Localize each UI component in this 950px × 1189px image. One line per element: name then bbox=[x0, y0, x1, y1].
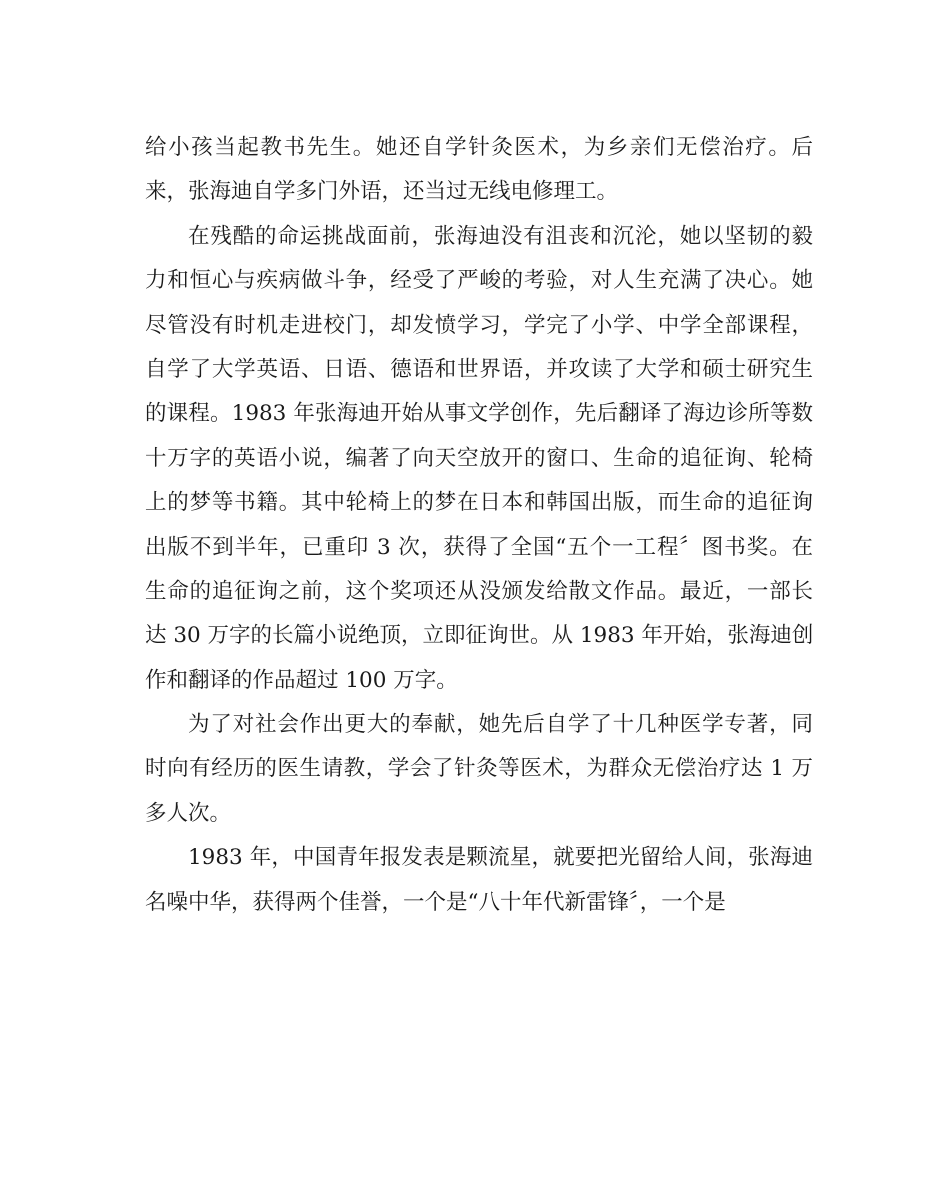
text-line: 尽管没有时机走进校门，却发愤学习，学完了小学、中学全部课程， bbox=[145, 312, 813, 338]
text-line: 时向有经历的医生请教，学会了针灸等医术，为群众无偿治疗达 1 万 bbox=[145, 756, 813, 782]
text-line: 多人次。 bbox=[145, 800, 232, 826]
text-line: 来，张海迪自学多门外语，还当过无线电修理工。 bbox=[145, 179, 619, 205]
text-line: 生命的追征询之前，这个奖项还从没颁发给散文作品。最近，一部长 bbox=[145, 578, 813, 604]
paragraph-start-line: 在残酷的命运挑战面前，张海迪没有沮丧和沉沦，她以坚韧的毅 bbox=[188, 223, 813, 249]
text-line: 给小孩当起教书先生。她还自学针灸医术，为乡亲们无偿治疗。后 bbox=[145, 135, 813, 160]
text-line: 十万字的英语小说，编著了向天空放开的窗口、生命的追征询、轮椅 bbox=[145, 445, 813, 471]
text-line: 的课程。1983 年张海迪开始从事文学创作，先后翻译了海边诊所等数 bbox=[145, 401, 813, 427]
text-line: 上的梦等书籍。其中轮椅上的梦在日本和韩国出版，而生命的追征询 bbox=[145, 490, 813, 516]
paragraph-start-line: 1983 年，中国青年报发表是颗流星，就要把光留给人间，张海迪 bbox=[188, 845, 813, 871]
text-line: 力和恒心与疾病做斗争，经受了严峻的考验，对人生充满了决心。她 bbox=[145, 268, 813, 294]
text-line: 作和翻译的作品超过 100 万字。 bbox=[145, 667, 458, 693]
document-body bbox=[145, 126, 813, 925]
text-line: 出版不到半年，已重印 3 次，获得了全国“五个一工程〞图书奖。在 bbox=[145, 534, 813, 560]
paragraph-start-line: 为了对社会作出更大的奉献，她先后自学了十几种医学专著，同 bbox=[188, 712, 813, 738]
text-line: 自学了大学英语、日语、德语和世界语，并攻读了大学和硕士研究生 bbox=[145, 356, 813, 382]
text-line: 达 30 万字的长篇小说绝顶，立即征询世。从 1983 年开始，张海迪创 bbox=[145, 623, 814, 649]
text-line: 名噪中华，获得两个佳誉，一个是“八十年代新雷锋〞，一个是 bbox=[145, 889, 726, 915]
